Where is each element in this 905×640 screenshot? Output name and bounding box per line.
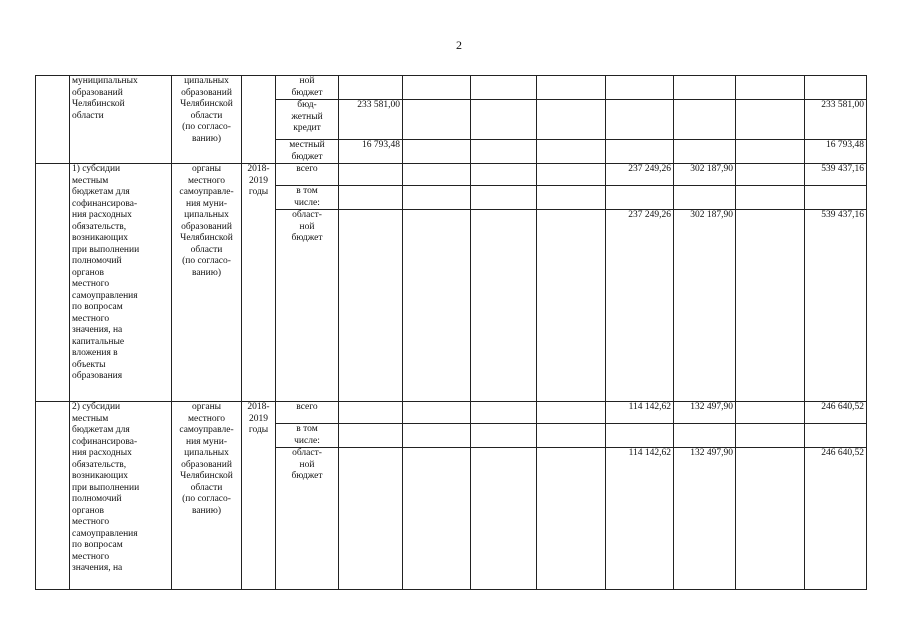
total-cell: 246 640,52	[805, 448, 867, 590]
name-line: обязательств,	[72, 221, 127, 232]
value-cell	[403, 186, 471, 210]
name-line: бюджетам для	[72, 187, 130, 197]
value-cell	[339, 186, 403, 210]
source-line: всего	[296, 402, 318, 412]
number-cell	[36, 76, 70, 164]
value-cell	[674, 424, 736, 448]
value-cell	[339, 448, 403, 590]
executor-line: Челябинской	[180, 99, 233, 109]
source-cell	[276, 210, 339, 402]
value-cell	[606, 76, 674, 100]
source-cell	[276, 76, 339, 100]
executor-line: (по согласо-	[182, 494, 231, 504]
executor-cell	[172, 164, 242, 402]
value-cell	[471, 210, 537, 402]
total-cell	[805, 76, 867, 100]
source-cell	[276, 140, 339, 164]
name-line: ния расходных	[72, 448, 132, 458]
value-cell	[403, 448, 471, 590]
years-line: 2019	[249, 175, 268, 186]
value-cell	[537, 76, 606, 100]
years-line: 2018-	[247, 164, 270, 174]
executor-line: образований	[181, 221, 232, 232]
executor-line: ципальных	[184, 448, 229, 458]
executor-cell	[172, 402, 242, 590]
executor-line: Челябинской	[180, 233, 233, 243]
value-cell	[606, 140, 674, 164]
value-cell	[606, 100, 674, 140]
value-cell	[537, 210, 606, 402]
value-cell	[471, 164, 537, 186]
executor-line: местного	[187, 175, 226, 186]
executor-line: (по согласо-	[182, 122, 231, 132]
table-row	[36, 402, 867, 424]
source-line: в том	[296, 186, 318, 196]
value-cell	[471, 140, 537, 164]
name-line: капитальные	[72, 336, 125, 347]
total-cell: 233 581,00	[805, 100, 867, 140]
value-cell	[403, 100, 471, 140]
source-cell	[276, 448, 339, 590]
value-cell	[674, 76, 736, 100]
total-cell: 246 640,52	[805, 402, 867, 424]
executor-cell	[172, 76, 242, 164]
executor-line: самоуправле-	[179, 187, 234, 197]
name-line: местного	[72, 551, 110, 562]
value-cell	[537, 140, 606, 164]
value-cell	[403, 76, 471, 100]
name-line: обязательств,	[72, 459, 127, 470]
name-line: 2) субсидии	[72, 402, 121, 412]
value-cell	[471, 100, 537, 140]
value-cell: 237 249,26	[606, 210, 674, 402]
value-cell	[403, 424, 471, 448]
value-cell	[736, 76, 805, 100]
name-line: вложения в	[72, 348, 118, 358]
value-cell	[471, 424, 537, 448]
value-cell	[537, 186, 606, 210]
value-cell	[339, 210, 403, 402]
value-cell	[537, 448, 606, 590]
executor-line: ципальных	[184, 210, 229, 220]
source-line: бюджет	[291, 151, 323, 162]
name-line: софинансирова-	[72, 198, 138, 209]
value-cell	[403, 210, 471, 402]
executor-line: ванию)	[191, 133, 221, 144]
executor-line: образований	[181, 459, 232, 470]
name-line: органов	[72, 267, 104, 278]
years-line: 2018-	[247, 402, 270, 412]
value-cell	[403, 140, 471, 164]
value-cell: 16 793,48	[339, 140, 403, 164]
name-line: органов	[72, 505, 104, 516]
source-line: кредит	[293, 123, 321, 133]
value-cell	[471, 76, 537, 100]
name-line: значения, на	[72, 325, 123, 335]
source-cell	[276, 100, 339, 140]
executor-line: ванию)	[191, 505, 221, 516]
source-line: числе:	[294, 197, 320, 208]
value-cell: 233 581,00	[339, 100, 403, 140]
name-line: при выполнении	[72, 482, 140, 493]
source-cell	[276, 186, 339, 210]
name-line: полномочий	[72, 494, 122, 504]
name-line: возникающих	[72, 471, 129, 481]
name-cell	[70, 164, 172, 402]
value-cell	[674, 140, 736, 164]
name-line: возникающих	[72, 233, 129, 243]
years-cell	[242, 76, 276, 164]
name-line: самоуправления	[72, 290, 138, 301]
value-cell	[736, 140, 805, 164]
source-cell	[276, 164, 339, 186]
value-cell	[736, 402, 805, 424]
executor-line: органы	[191, 164, 222, 174]
value-cell: 302 187,90	[674, 210, 736, 402]
total-cell: 539 437,16	[805, 210, 867, 402]
name-line: по вопросам	[72, 302, 123, 312]
total-cell	[805, 424, 867, 448]
executor-line: (по согласо-	[182, 256, 231, 266]
name-line: значения, на	[72, 563, 123, 573]
executor-line: органы	[191, 402, 222, 412]
value-cell	[606, 186, 674, 210]
source-line: област-	[292, 448, 322, 458]
source-line: ной	[299, 459, 315, 470]
source-line: ной	[299, 221, 315, 232]
source-line: бюджет	[291, 471, 323, 481]
table-row	[36, 76, 867, 100]
source-line: всего	[296, 164, 318, 174]
value-cell	[471, 402, 537, 424]
number-cell	[36, 164, 70, 402]
value-cell: 302 187,90	[674, 164, 736, 186]
years-cell	[242, 402, 276, 590]
value-cell	[736, 424, 805, 448]
total-cell	[805, 186, 867, 210]
years-line: 2019	[249, 413, 268, 424]
source-line: местный	[289, 140, 325, 150]
source-line: жетный	[291, 111, 323, 122]
value-cell: 114 142,62	[606, 448, 674, 590]
value-cell	[674, 100, 736, 140]
source-line: числе:	[294, 435, 320, 446]
source-cell	[276, 402, 339, 424]
budget-table	[35, 75, 867, 590]
total-cell: 16 793,48	[805, 140, 867, 164]
name-line: местного	[72, 279, 110, 289]
value-cell	[537, 100, 606, 140]
executor-line: области	[190, 110, 223, 121]
name-cell	[70, 402, 172, 590]
source-line: в том	[296, 424, 318, 434]
source-line: бюд-	[297, 100, 317, 110]
value-cell	[339, 76, 403, 100]
name-line: местного	[72, 313, 110, 324]
executor-line: ципальных	[184, 76, 229, 86]
name-line: образований	[72, 87, 123, 98]
value-cell	[537, 424, 606, 448]
executor-line: ванию)	[191, 267, 221, 278]
value-cell: 114 142,62	[606, 402, 674, 424]
executor-line: самоуправле-	[179, 425, 234, 435]
name-line: местным	[72, 413, 109, 424]
name-line: области	[72, 110, 104, 121]
name-line: местным	[72, 175, 109, 186]
value-cell	[736, 210, 805, 402]
source-line: ной	[299, 76, 315, 86]
value-cell	[471, 448, 537, 590]
years-line: годы	[248, 187, 269, 197]
name-line: при выполнении	[72, 244, 140, 255]
value-cell	[736, 186, 805, 210]
name-line: образования	[72, 371, 123, 381]
name-line: самоуправления	[72, 528, 138, 539]
value-cell	[736, 100, 805, 140]
name-line: Челябинской	[72, 99, 125, 109]
source-line: бюджет	[291, 87, 323, 98]
page-number: 2	[456, 38, 462, 52]
value-cell	[339, 164, 403, 186]
executor-line: ния муни-	[185, 436, 227, 447]
value-cell: 237 249,26	[606, 164, 674, 186]
name-line: ния расходных	[72, 210, 132, 220]
number-cell	[36, 402, 70, 590]
value-cell	[339, 424, 403, 448]
value-cell	[736, 448, 805, 590]
executor-line: ния муни-	[185, 198, 227, 209]
source-cell	[276, 424, 339, 448]
value-cell: 132 497,90	[674, 402, 736, 424]
executor-line: местного	[187, 413, 226, 424]
executor-line: области	[190, 482, 223, 493]
table-row	[36, 164, 867, 186]
name-line: объекты	[72, 359, 106, 370]
name-line: полномочий	[72, 256, 122, 266]
name-line: 1) субсидии	[72, 164, 121, 174]
executor-line: Челябинской	[180, 471, 233, 481]
name-line: муниципальных	[72, 76, 138, 86]
value-cell	[339, 402, 403, 424]
value-cell	[471, 186, 537, 210]
name-line: по вопросам	[72, 540, 123, 550]
value-cell	[403, 164, 471, 186]
value-cell	[736, 164, 805, 186]
total-cell: 539 437,16	[805, 164, 867, 186]
name-line: местного	[72, 517, 110, 527]
value-cell	[537, 164, 606, 186]
name-line: софинансирова-	[72, 436, 138, 447]
value-cell	[403, 402, 471, 424]
years-cell	[242, 164, 276, 402]
value-cell: 132 497,90	[674, 448, 736, 590]
executor-line: области	[190, 244, 223, 255]
value-cell	[537, 402, 606, 424]
name-cell	[70, 76, 172, 164]
value-cell	[606, 424, 674, 448]
value-cell	[674, 186, 736, 210]
source-line: бюджет	[291, 233, 323, 243]
name-line: бюджетам для	[72, 425, 130, 435]
years-line: годы	[248, 425, 269, 435]
source-line: област-	[292, 210, 322, 220]
executor-line: образований	[181, 87, 232, 98]
